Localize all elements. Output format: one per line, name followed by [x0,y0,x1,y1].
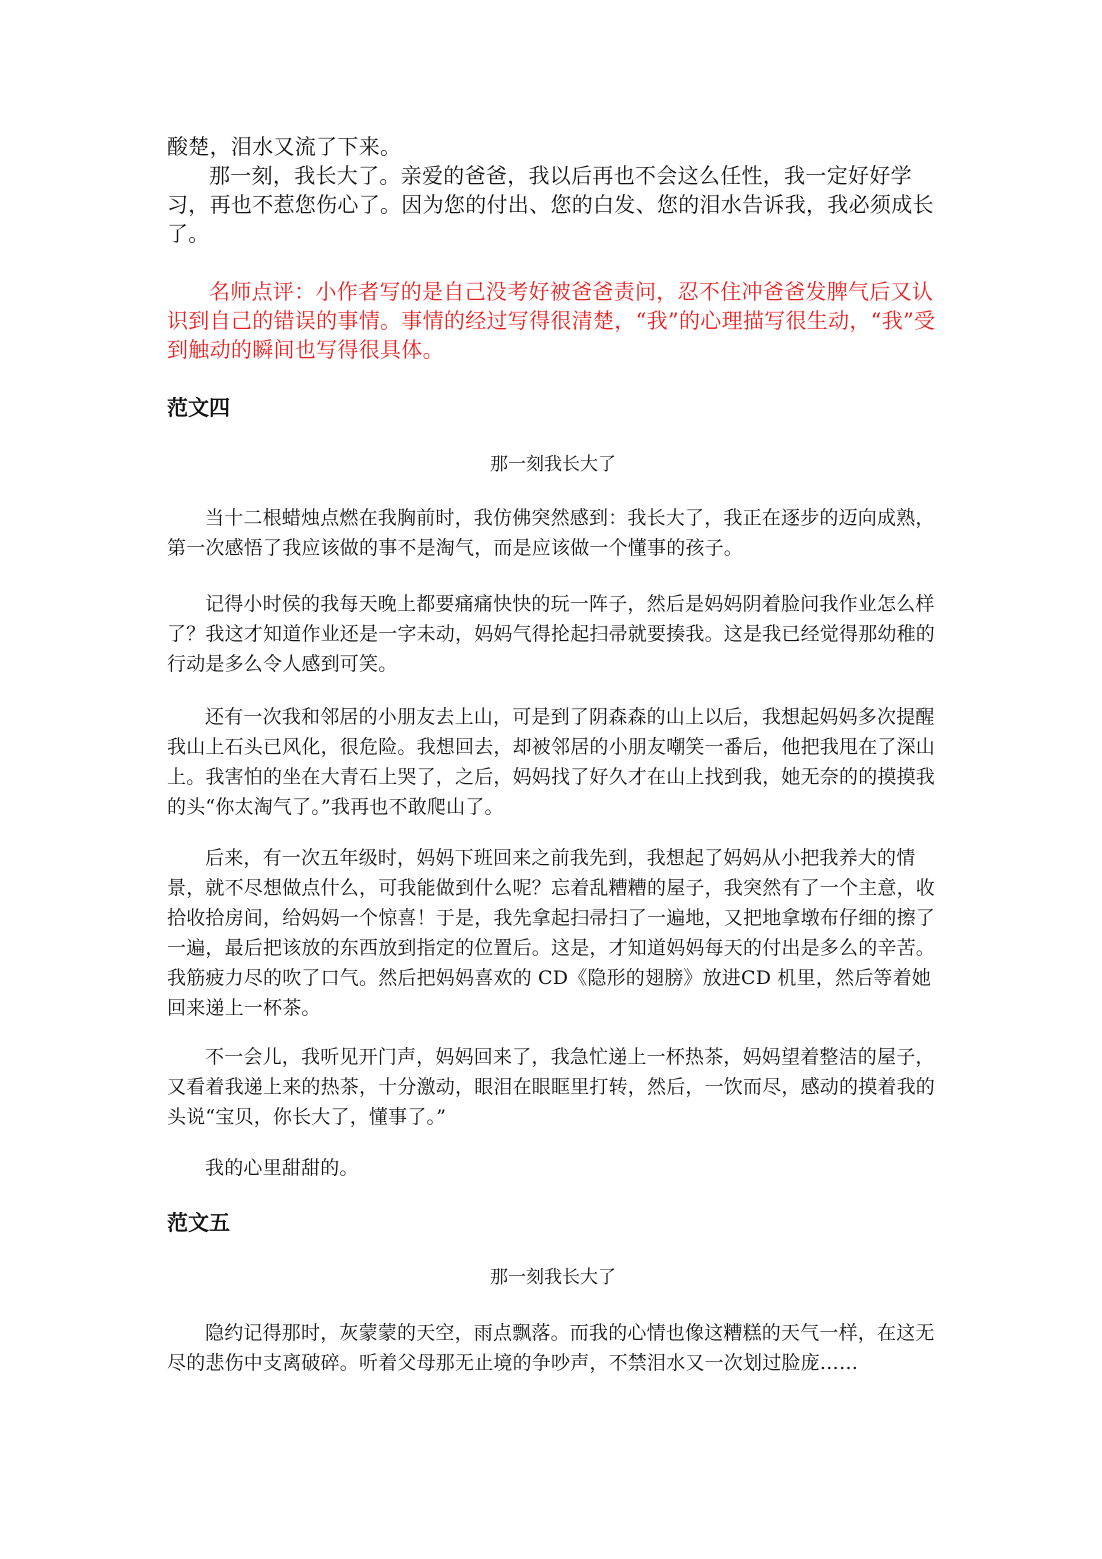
essay-5-paragraph-1: 隐约记得那时，灰蒙蒙的天空，雨点飘落。而我的心情也像这糟糕的天气一样，在这无尽的悲伤中支离破碎。听着父母那无止境的争吵声，不禁泪水又一次划过脸庞…… [167,1322,935,1374]
essay-4-paragraph-2: 记得小时侯的我每天晚上都要痛痛快快的玩一阵子，然后是妈妈阴着脸问我作业怎么样了？我这才知道作业还是一字未动，妈妈气得抡起扫帚就要揍我。这是我已经觉得那幼稚的行动是多么令人感到可笑。 [167,593,936,675]
prev-essay-ending-line: 酸楚，泪水又流了下来。 [167,135,402,159]
essay-4-title: 那一刻我长大了 [490,454,616,475]
essay-4-paragraph-6: 我的心里甜甜的。 [205,1157,359,1179]
essay-5-title: 那一刻我长大了 [490,1267,616,1288]
section-heading-essay-4: 范文四 [167,396,230,420]
essay-4-paragraph-4: 后来，有一次五年级时，妈妈下班回来之前我先到，我想起了妈妈从小把我养大的情景，就不尽想做点什么，可我能做到什么呢？忘着乱糟糟的屋子，我突然有了一个主意，收拾收拾房间，给妈妈一个惊喜！于是，我先拿起扫帚扫了一遍地，又把地拿墩布仔细的擦了一遍，最后把该放的东西放到指定的位置后。这是，才知道妈妈每天的付出是多么的辛苦。我筋疲力尽的吹了口气。然后把妈妈喜欢的 CD《隐形的翅膀》放进CD 机里，然后等着她回来递上一杯茶。 [167,847,936,1019]
essay-4-paragraph-5: 不一会儿，我听见开门声，妈妈回来了，我急忙递上一杯热茶，妈妈望着整洁的屋子，又看着我递上来的热茶，十分激动，眼泪在眼眶里打转，然后，一饮而尽，感动的摸着我的头说“宝贝，你长大了，懂事了。” [167,1046,936,1128]
essay-4-paragraph-1: 当十二根蜡烛点燃在我胸前时，我仿佛突然感到：我长大了，我正在逐步的迈向成熟，第一次感悟了我应该做的事不是淘气，而是应该做一个懂事的孩子。 [167,507,935,559]
essay-4-paragraph-3: 还有一次我和邻居的小朋友去上山，可是到了阴森森的山上以后，我想起妈妈多次提醒我山上石头已风化，很危险。我想回去，却被邻居的小朋友嘲笑一番后，他把我甩在了深山上。我害怕的坐在大青石上哭了，之后，妈妈找了好久才在山上找到我，她无奈的的摸摸我的头“你太淘气了。”我再也不敢爬山了。 [167,706,936,818]
prev-essay-paragraph: 那一刻，我长大了。亲爱的爸爸，我以后再也不会这么任性，我一定好好学习，再也不惹您伤心了。因为您的付出、您的白发、您的泪水告诉我，我必须成长了。 [167,164,934,246]
section-heading-essay-5: 范文五 [167,1211,230,1235]
teacher-comment: 名师点评：小作者写的是自己没考好被爸爸责问，忍不住冲爸爸发脾气后又认识到自己的错误的事情。事情的经过写得很清楚，“我”的心理描写很生动，“我”受到触动的瞬间也写得很具体。 [167,280,936,362]
